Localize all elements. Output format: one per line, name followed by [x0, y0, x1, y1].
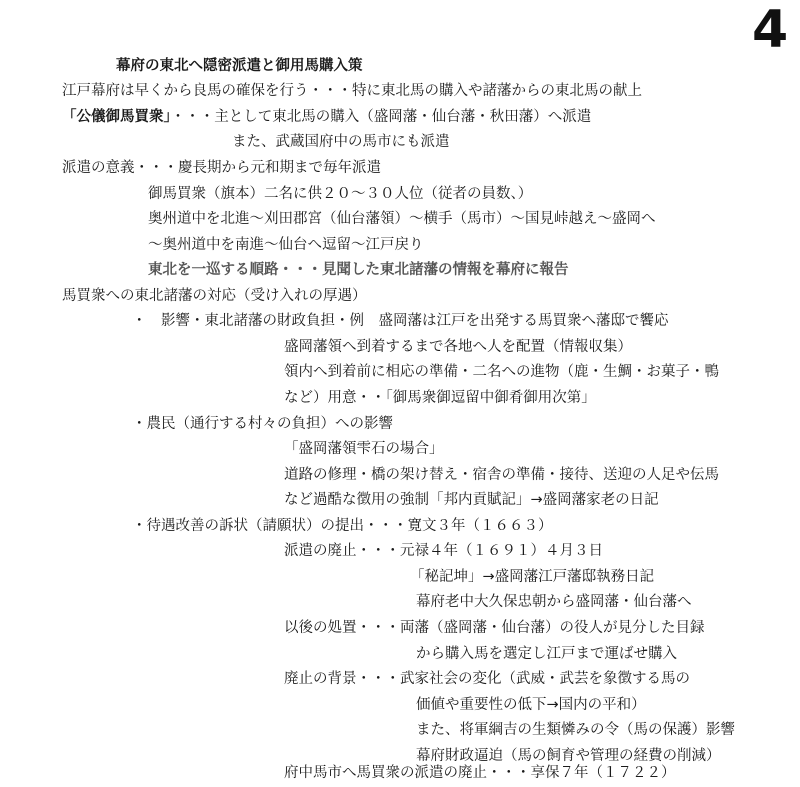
text-line: 盛岡藩領へ到着するまで各地へ人を配置（情報収集） — [284, 339, 632, 355]
text-line: 江戸幕府は早くから良馬の確保を行う・・・特に東北馬の購入や諸藩からの東北馬の献上 — [62, 83, 642, 99]
text-line: から購入馬を選定し江戸まで運ばせ購入 — [416, 646, 677, 662]
text-line: 馬買衆への東北諸藩の対応（受け入れの厚遇） — [62, 288, 367, 304]
key-term: 「公儀御馬買衆」 — [62, 109, 171, 125]
text-line: など）用意・・「御馬衆御逗留中御肴御用次第」 — [284, 390, 596, 406]
page-number: 4 — [752, 0, 789, 60]
text-line: 「秘記坤」→盛岡藩江戸藩邸執務日記 — [410, 569, 655, 585]
text-line: 以後の処置・・・両藩（盛岡藩・仙台藩）の役人が見分した目録 — [284, 620, 705, 636]
text-line: ・農民（通行する村々の負担）への影響 — [132, 416, 393, 432]
text-line: 領内へ到着前に相応の準備・二名への進物（鹿・生鯛・お菓子・鴨 — [284, 364, 719, 380]
text-line: ・ 影響・東北諸藩の財政負担・例 盛岡藩は江戸を出発する馬買衆へ藩邸で饗応 — [132, 313, 669, 329]
text-line: 「公儀御馬買衆」・・・主として東北馬の購入（盛岡藩・仙台藩・秋田藩）へ派遣 — [62, 109, 592, 125]
text-line: 幕府老中大久保忠朝から盛岡藩・仙台藩へ — [416, 594, 692, 610]
text-line: 「盛岡藩領雫石の場合」 — [284, 441, 444, 457]
text-line: 価値や重要性の低下→国内の平和） — [416, 697, 646, 713]
text-line: また、将軍綱吉の生類憐みの令（馬の保護）影響 — [416, 722, 735, 738]
text-line: 廃止の背景・・・武家社会の変化（武威・武芸を象徴する馬の — [284, 671, 690, 687]
text-line: 派遣の廃止・・・元禄４年（１６９１）４月３日 — [284, 543, 603, 559]
text-line: 奥州道中を北進～刈田郡宮（仙台藩領）～横手（馬市）～国見峠越え～盛岡へ — [148, 211, 656, 227]
text-line: ・待遇改善の訴状（請願状）の提出・・・寛文３年（１６６３） — [132, 518, 553, 534]
text-line: 府中馬市へ馬買衆の派遣の廃止・・・享保７年（１７２２） — [284, 765, 676, 781]
text-line: ～奥州道中を南進～仙台へ逗留～江戸戻り — [148, 237, 424, 253]
text-line: など過酷な徴用の強制「邦内貢賦記」→盛岡藩家老の日記 — [284, 492, 659, 508]
text-line: また、武蔵国府中の馬市にも派遣 — [232, 134, 450, 150]
document-title: 幕府の東北へ隠密派遣と御用馬購入策 — [116, 58, 363, 74]
text-line: 幕府財政逼迫（馬の飼育や管理の経費の削減） — [416, 748, 721, 764]
text-line: 御馬買衆（旗本）二名に供２０～３０人位（従者の員数、） — [148, 186, 533, 202]
text-line-highlight: 東北を一巡する順路・・・見聞した東北諸藩の情報を幕府に報告 — [148, 262, 569, 278]
text-line: 道路の修理・橋の架け替え・宿舎の準備・接待、送迎の人足や伝馬 — [284, 467, 719, 483]
text-line: 派遣の意義・・・慶長期から元和期まで毎年派遣 — [62, 160, 381, 176]
